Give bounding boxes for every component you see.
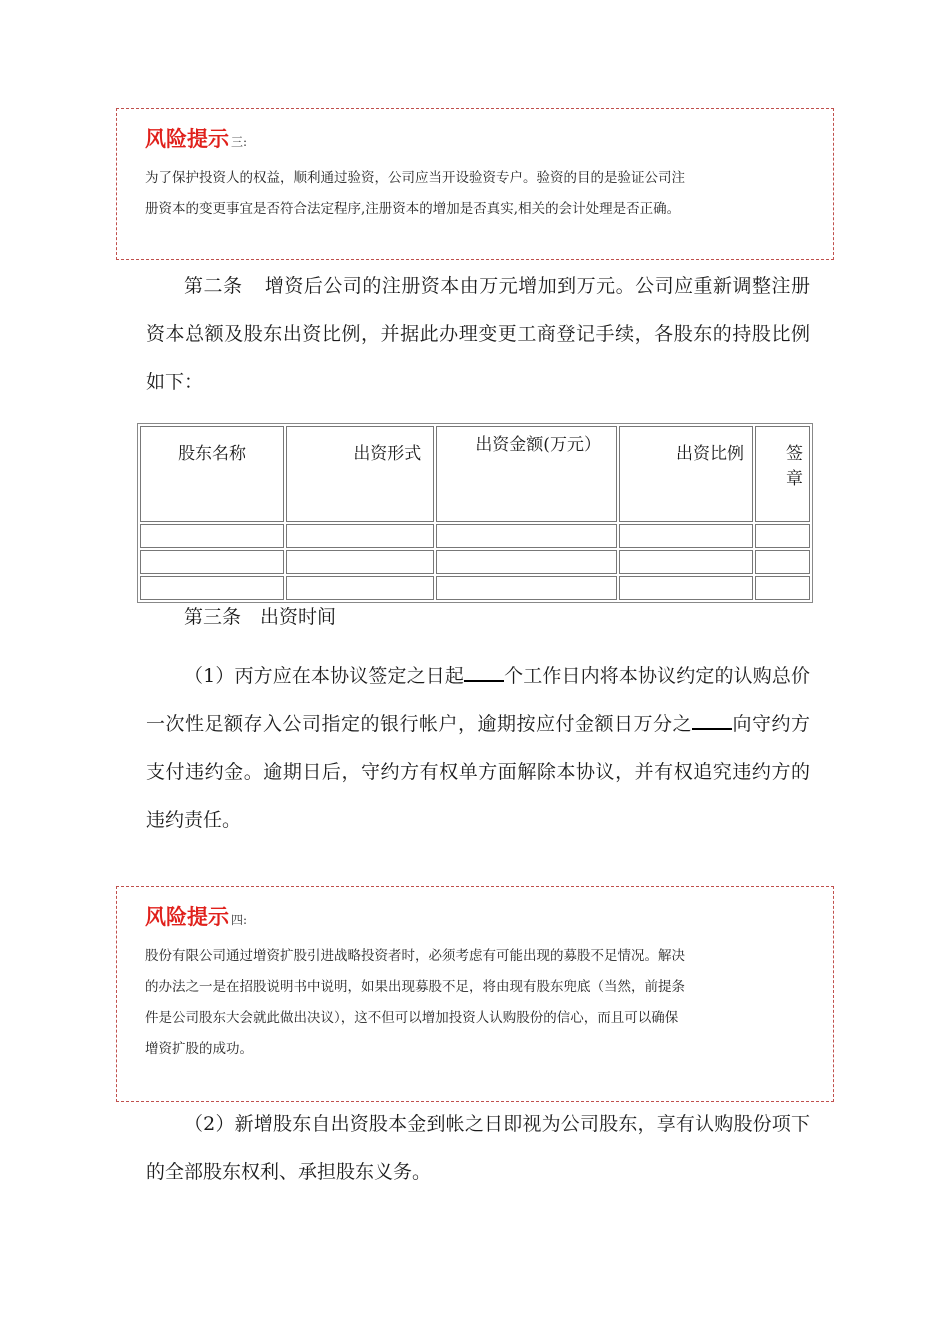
article-2-text: 增资后公司的注册资本由万元增加到万元。公司应重新调整注册资本总额及股东出资比例，并据此办理变更工商登记手续，各股东的持股比例如下： bbox=[146, 275, 810, 393]
risk-tip-line: 股份有限公司通过增资扩股引进战略投资者时，必须考虑有可能出现的募股不足情况。解决 bbox=[145, 948, 685, 964]
paragraph-text: （1）丙方应在本协议签定之日起 bbox=[184, 665, 464, 687]
paragraph-text: 向守约方支付违约金。逾期日后，守约方有权单方面解除本协议，并有权追究违约方的违约责任。 bbox=[146, 713, 810, 831]
risk-tip-box-4 bbox=[116, 886, 834, 1102]
risk-tip-box-3 bbox=[116, 108, 834, 260]
table-cell bbox=[286, 576, 434, 600]
table-cell bbox=[140, 524, 284, 548]
table-row bbox=[140, 550, 810, 574]
header-contribution-amount: 出资金额(万元） bbox=[436, 426, 616, 522]
risk-tip-line: 增资扩股的成功。 bbox=[145, 1041, 253, 1057]
shareholder-table bbox=[137, 423, 813, 603]
table-header-row bbox=[140, 426, 810, 522]
risk-tip-line: 为了保护投资人的权益，顺利通过验资，公司应当开设验资专户。验资的目的是验证公司注 bbox=[145, 170, 685, 186]
risk-tip-line: 册资本的变更事宜是否符合法定程序,注册资本的增加是否真实,相关的会计处理是否正确。 bbox=[145, 201, 681, 217]
table-cell bbox=[755, 576, 810, 600]
risk-tip-header bbox=[145, 123, 805, 153]
fill-blank-days[interactable] bbox=[464, 664, 504, 682]
risk-tip-line: 件是公司股东大会就此做出决议），这不但可以增加投资人认购股份的信心，而且可以确保 bbox=[145, 1010, 679, 1026]
risk-tip-header bbox=[145, 901, 805, 931]
table-cell bbox=[140, 576, 284, 600]
risk-tip-number: 四: bbox=[231, 913, 248, 927]
risk-tip-title: 风险提示 bbox=[145, 905, 229, 929]
table-cell bbox=[619, 550, 753, 574]
table-cell bbox=[755, 524, 810, 548]
risk-tip-line: 的办法之一是在招股说明书中说明，如果出现募股不足，将由现有股东兜底（当然，前提条 bbox=[145, 979, 685, 995]
table-cell bbox=[286, 550, 434, 574]
article-3-paragraph-2: （2）新增股东自出资股本金到帐之日即视为公司股东，享有认购股份项下的全部股东权利、承担股东义务。 bbox=[146, 1113, 810, 1183]
table-cell bbox=[619, 576, 753, 600]
risk-tip-number: 三: bbox=[231, 135, 248, 149]
table-cell bbox=[436, 524, 616, 548]
header-signature: 签章 bbox=[755, 426, 810, 522]
table-cell bbox=[436, 576, 616, 600]
article-3-paragraph-1 bbox=[146, 652, 810, 844]
header-contribution-form: 出资形式 bbox=[286, 426, 434, 522]
table-cell bbox=[436, 550, 616, 574]
table-row bbox=[140, 576, 810, 600]
table-cell bbox=[286, 524, 434, 548]
table-cell bbox=[755, 550, 810, 574]
header-contribution-ratio: 出资比例 bbox=[619, 426, 753, 522]
fill-blank-rate[interactable] bbox=[692, 712, 732, 730]
article-2-paragraph bbox=[146, 262, 810, 406]
article-3-heading: 第三条 出资时间 bbox=[184, 606, 337, 628]
risk-tip-title: 风险提示 bbox=[145, 127, 229, 151]
table-cell bbox=[619, 524, 753, 548]
table-row bbox=[140, 524, 810, 548]
paragraph-text: 个工作日内将本协议约定的认购总价一次性足额存入公司指定的银行帐户，逾期按应付金额日万分之 bbox=[146, 665, 810, 735]
table-cell bbox=[140, 550, 284, 574]
risk-tip-body bbox=[145, 941, 805, 1065]
article-2-label: 第二条 bbox=[184, 275, 243, 297]
risk-tip-body bbox=[145, 163, 805, 225]
header-shareholder-name: 股东名称 bbox=[140, 426, 284, 522]
